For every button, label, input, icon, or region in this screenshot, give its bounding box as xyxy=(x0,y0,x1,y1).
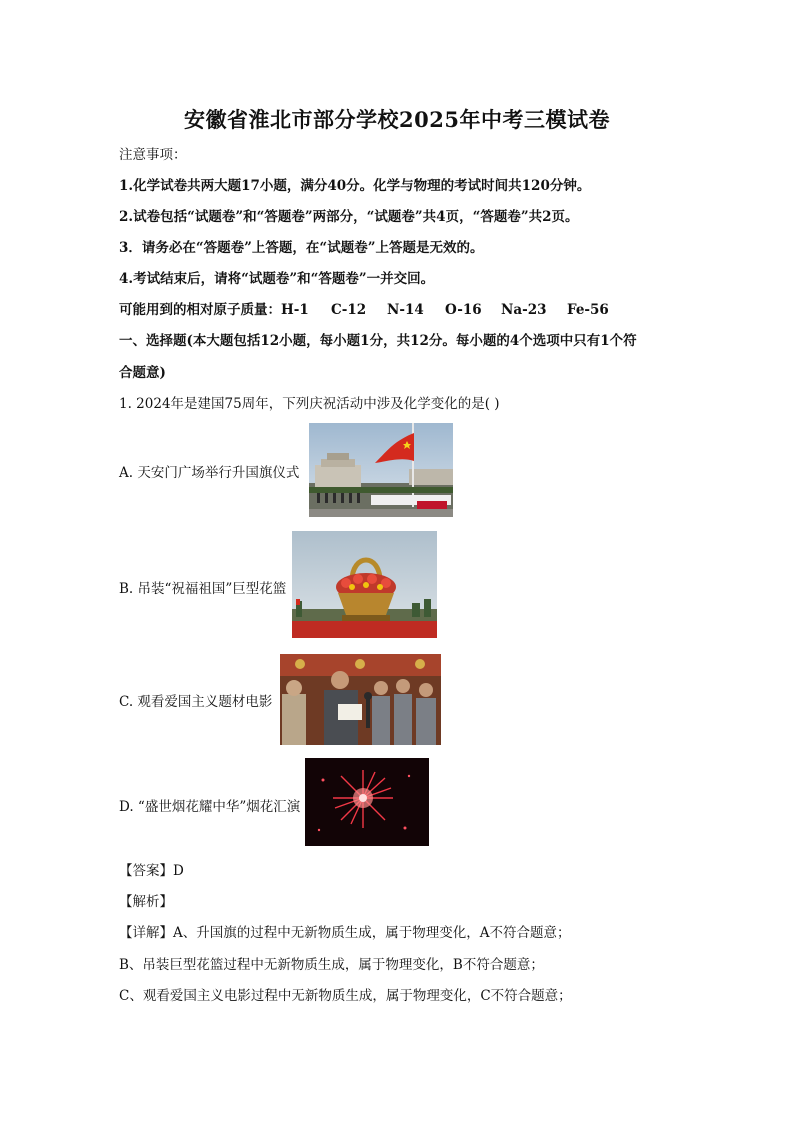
option-a-label: A. 天安门广场举行升国旗仪式 xyxy=(119,465,300,481)
analysis-line-3: C、观看爱国主义电影过程中无新物质生成，属于物理变化，C不符合题意； xyxy=(119,988,572,1004)
atomic-mass-line xyxy=(119,301,609,319)
atomic-mass-item: Fe-56 xyxy=(567,302,609,318)
option-c-label: C. 观看爱国主义题材电影 xyxy=(119,694,273,710)
note-3: 3．请务必在“答题卷”上答题，在“试题卷”上答题是无效的。 xyxy=(119,240,484,256)
atomic-mass-item: H-1 xyxy=(281,302,309,318)
atomic-mass-item: C-12 xyxy=(331,302,367,318)
atomic-mass-item: Na-23 xyxy=(501,302,547,318)
option-a-image-flag-ceremony xyxy=(309,423,453,517)
section1-heading: 一、选择题(本大题包括12小题，每小题1分，共12分。每小题的4个选项中只有1个符 xyxy=(119,333,637,349)
note-1: 1.化学试卷共两大题17小题，满分40分。化学与物理的考试时间共120分钟。 xyxy=(119,178,591,194)
atomic-mass-item: O-16 xyxy=(445,302,482,318)
option-d-label: D. “盛世烟花耀中华”烟花汇演 xyxy=(119,799,301,815)
option-b-label: B. 吊装“祝福祖国”巨型花篮 xyxy=(119,581,287,597)
option-b-image-flower-basket xyxy=(292,531,437,638)
option-d-image-fireworks xyxy=(305,758,429,846)
note-2: 2.试卷包括“试题卷”和“答题卷”两部分，“试题卷”共4页，“答题卷”共2页。 xyxy=(119,209,579,225)
atomic-mass-item: N-14 xyxy=(387,302,424,318)
option-c-image-film-scene xyxy=(280,654,441,745)
analysis-heading: 【解析】 xyxy=(119,894,173,910)
answer: 【答案】D xyxy=(119,863,184,879)
section1-heading-cont: 合题意) xyxy=(119,365,166,381)
page-title: 安徽省淮北市部分学校2025年中考三模试卷 xyxy=(184,107,610,132)
note-4: 4.考试结束后，请将“试题卷”和“答题卷”一并交回。 xyxy=(119,271,435,287)
atomic-mass-label: 可能用到的相对原子质量： xyxy=(119,302,281,318)
question-1-stem: 1. 2024年是建国75周年，下列庆祝活动中涉及化学变化的是( ) xyxy=(119,396,500,412)
notes-heading: 注意事项： xyxy=(119,147,187,163)
analysis-line-1: 【详解】A、升国旗的过程中无新物质生成，属于物理变化，A不符合题意； xyxy=(119,925,571,941)
analysis-line-2: B、吊装巨型花篮过程中无新物质生成，属于物理变化，B不符合题意； xyxy=(119,957,544,973)
